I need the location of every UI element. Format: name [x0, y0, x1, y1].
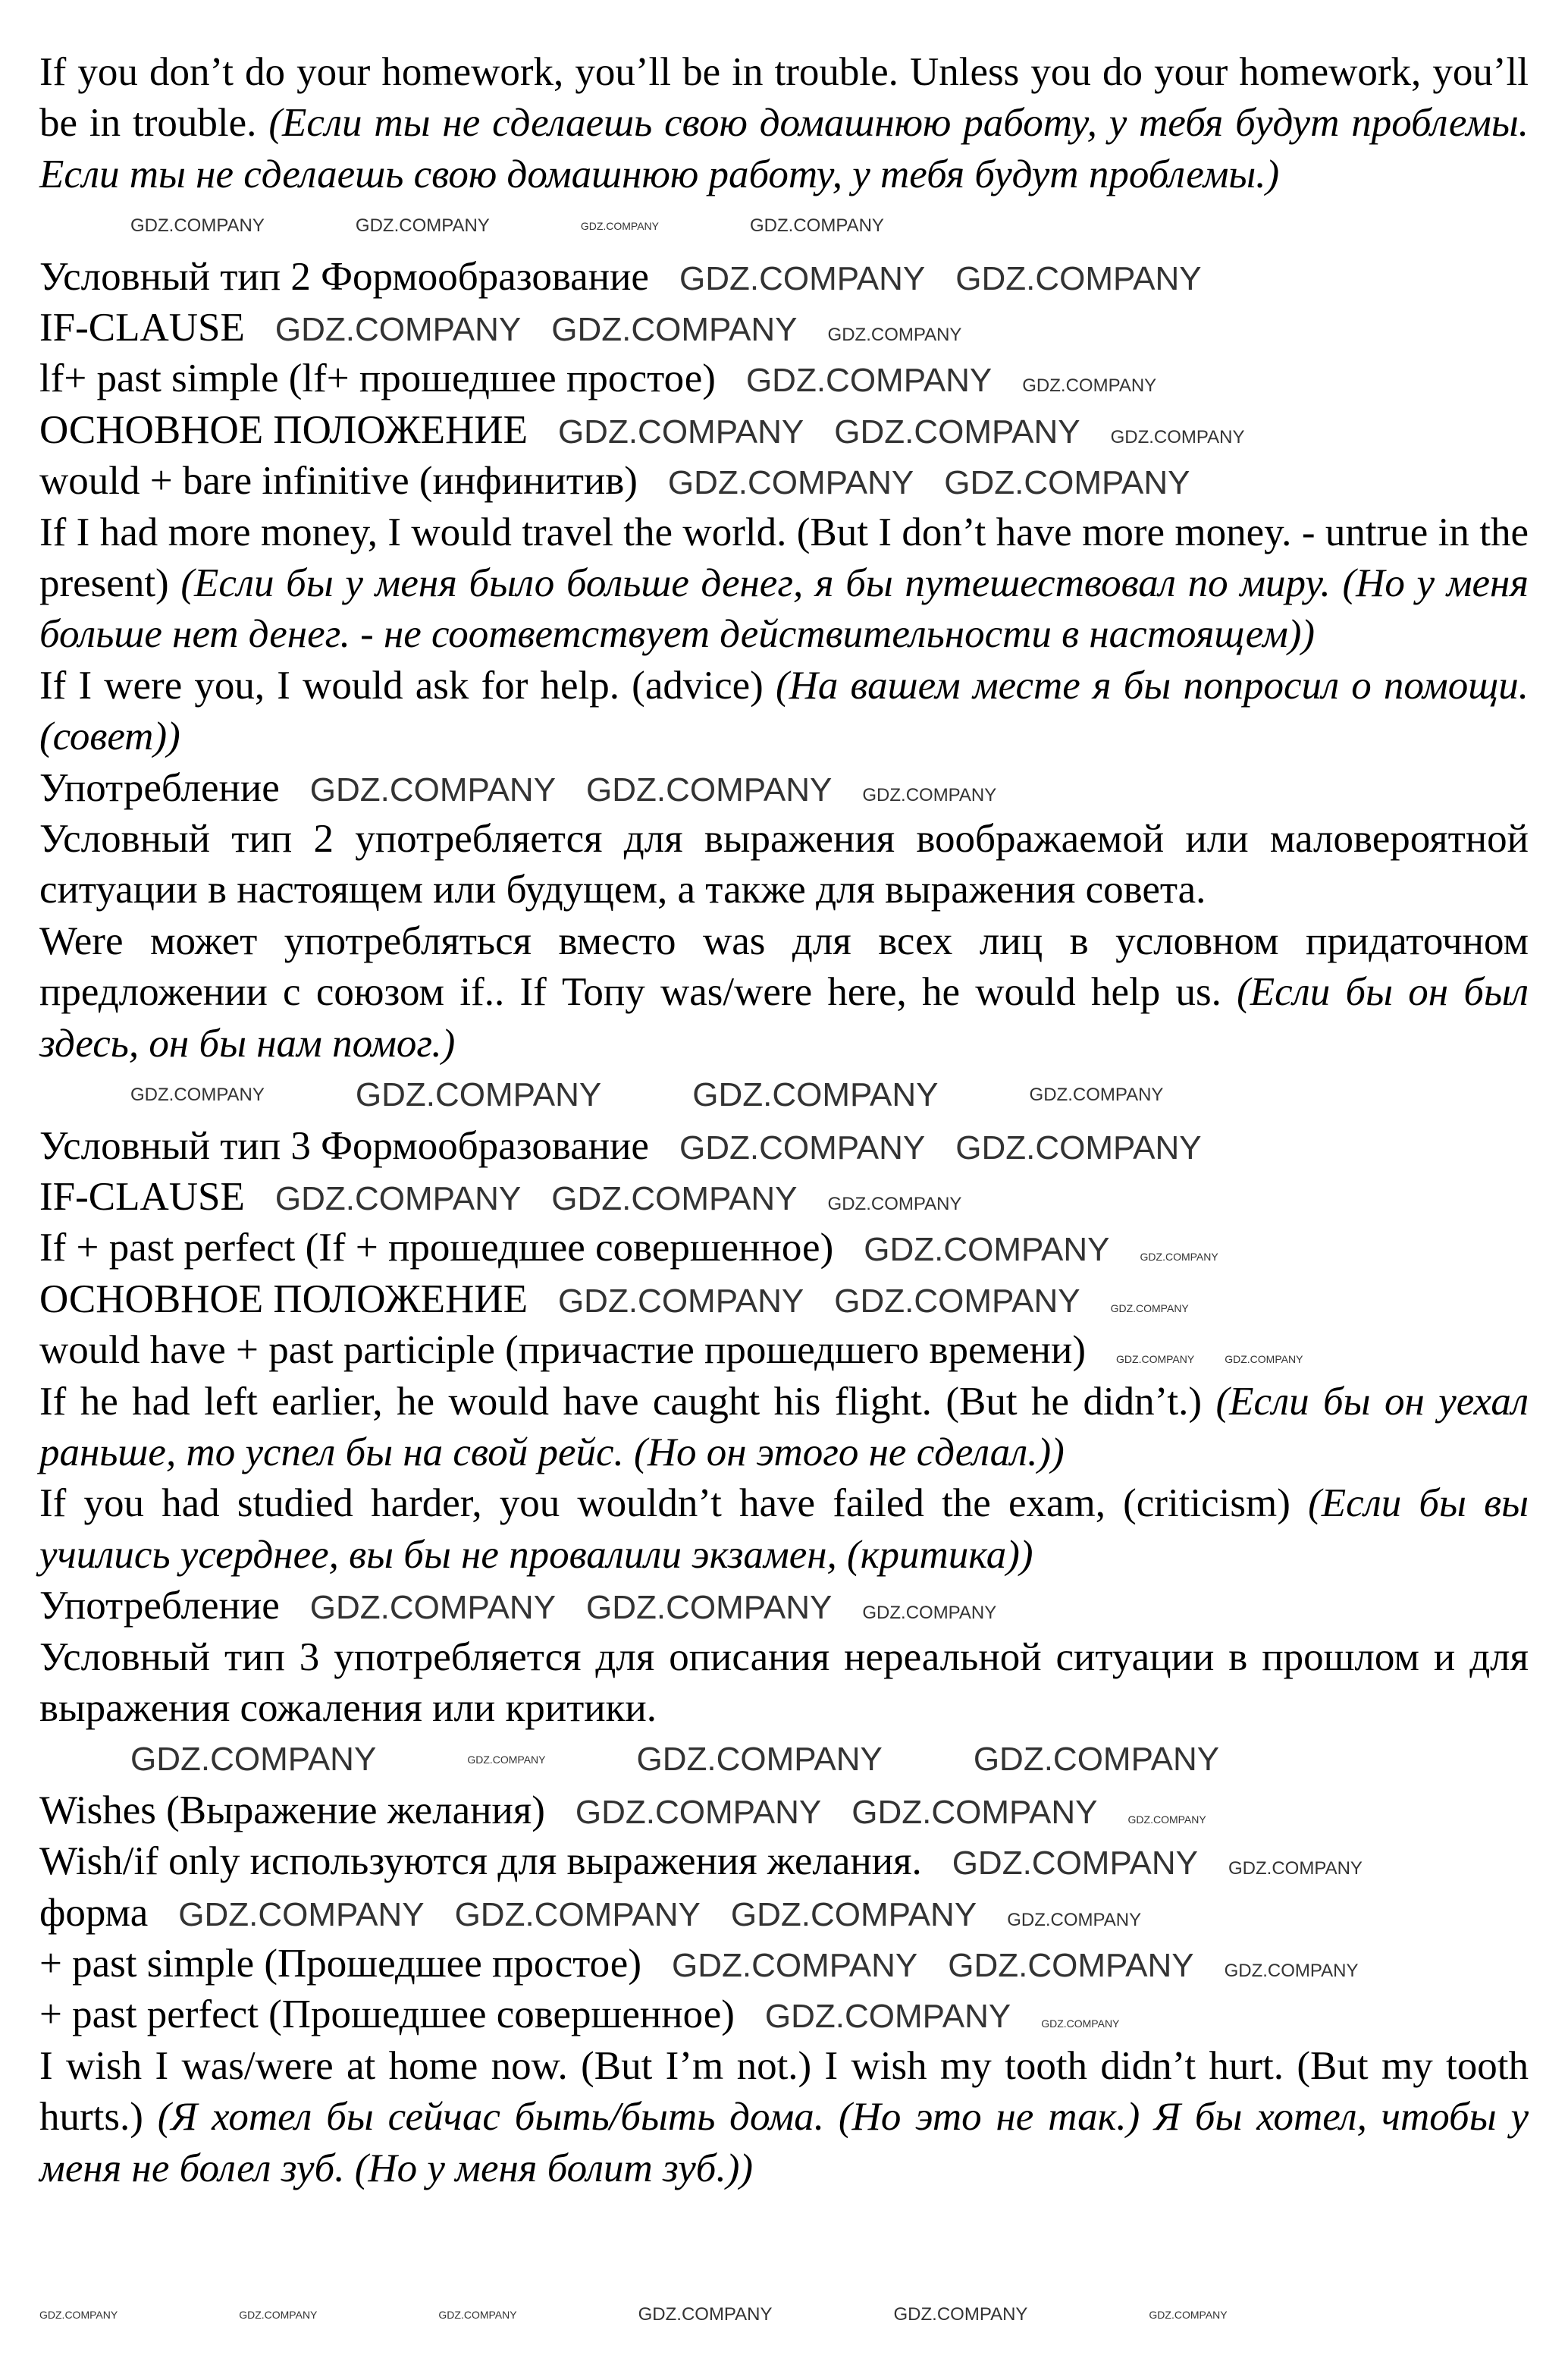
paragraph-text: If + past perfect (If + прошедшее совершенное) — [39, 1226, 834, 1270]
paragraph — [39, 353, 1529, 404]
translation-text: (Если бы вы учились усерднее, вы бы не провалили экзамен, (критика)) — [39, 1481, 1529, 1577]
paragraph-text: + past perfect (Прошедшее совершенное) — [39, 1992, 735, 2037]
paragraph-text: Условный тип 3 употребляется для описания нереальной ситуации в прошлом и для выражения сожаления или критики. — [39, 1634, 1529, 1730]
paragraph-text: ОСНОВНОЕ ПОЛОЖЕНИЕ — [39, 1276, 528, 1321]
watermark-text: GDZ.COMPANY — [764, 1998, 1011, 2036]
watermark-text: GDZ.COMPANY — [1110, 1301, 1189, 1314]
paragraph-text: Условный тип 2 употребляется для выражения воображаемой или маловероятной ситуации в настоящем или будущем, а также для выражения совета. — [39, 817, 1529, 912]
watermark-text: GDZ.COMPANY — [239, 2309, 318, 2321]
translation-text: (Я хотел бы сейчас быть/быть дома. (Но это не так.) Я бы хотел, чтобы у меня не болел зуб. (Но у меня болит зуб.)) — [39, 2095, 1529, 2190]
paragraph-text: If I were you, I would ask for help. (advice) — [39, 663, 776, 708]
paragraph-text: lf+ past simple (lf+ прошедшее простое) — [39, 356, 716, 401]
watermark-text: GDZ.COMPANY — [551, 311, 798, 349]
watermark-text: GDZ.COMPANY — [274, 311, 522, 349]
paragraph-text: Were может употребляться вместо was для всех лиц в условном придаточном предложении с союзом if.. If Топу was/were here, he would help us. — [39, 918, 1529, 1015]
watermark-text: GDZ.COMPANY — [862, 1603, 997, 1624]
paragraph — [39, 1836, 1529, 1887]
translation-text: (Если ты не сделаешь свою домашнюю работу, у тебя будут проблемы. Если ты не сделаешь свою домашнюю работу, у тебя будут проблемы.) — [39, 101, 1529, 196]
watermark-text: GDZ.COMPANY — [1022, 375, 1157, 397]
watermark-text: GDZ.COMPANY — [355, 215, 490, 236]
paragraph — [39, 303, 1529, 353]
paragraph-text: If you had studied harder, you wouldn’t have failed the exam, (criticism) — [39, 1481, 1309, 1526]
blank-line — [39, 200, 1529, 251]
document-body — [39, 47, 1529, 2194]
paragraph — [39, 405, 1529, 456]
paragraph — [39, 1888, 1529, 1939]
watermark-text: GDZ.COMPANY — [851, 1793, 1098, 1831]
watermark-text: GDZ.COMPANY — [893, 2304, 1028, 2325]
watermark-text: GDZ.COMPANY — [586, 1589, 833, 1627]
watermark-text: GDZ.COMPANY — [467, 1754, 546, 1766]
paragraph — [39, 1274, 1529, 1325]
paragraph-text: ОСНОВНОЕ ПОЛОЖЕНИЕ — [39, 407, 528, 452]
watermark-text: GDZ.COMPANY — [1127, 1813, 1206, 1826]
paragraph — [39, 661, 1529, 763]
paragraph-text: форма — [39, 1890, 149, 1935]
watermark-text: GDZ.COMPANY — [274, 1179, 522, 1217]
blank-line — [39, 1069, 1529, 1120]
watermark-text: GDZ.COMPANY — [827, 1193, 962, 1214]
paragraph — [39, 1223, 1529, 1273]
paragraph-text: If I had more money, I would travel the world. (But I don’t have more money. - untrue in the present) — [39, 510, 1529, 606]
paragraph — [39, 1989, 1529, 2040]
watermark-text: GDZ.COMPANY — [1149, 2309, 1228, 2321]
watermark-text: GDZ.COMPANY — [679, 259, 926, 297]
watermark-text: GDZ.COMPANY — [955, 1129, 1202, 1166]
watermark-text: GDZ.COMPANY — [557, 1282, 804, 1320]
watermark-text: GDZ.COMPANY — [309, 771, 557, 809]
watermark-text: GDZ.COMPANY — [1224, 1960, 1359, 1981]
paragraph — [39, 814, 1529, 916]
paragraph — [39, 252, 1529, 303]
watermark-text: GDZ.COMPANY — [1228, 1858, 1363, 1879]
watermark-text: GDZ.COMPANY — [1140, 1251, 1218, 1264]
blank-line — [39, 1734, 1529, 1785]
watermark-text: GDZ.COMPANY — [551, 1179, 798, 1217]
paragraph — [39, 2041, 1529, 2194]
paragraph-text: IF-CLAUSE — [39, 306, 245, 350]
watermark-text: GDZ.COMPANY — [862, 784, 997, 805]
watermark-text: GDZ.COMPANY — [834, 1282, 1080, 1320]
watermark-text: GDZ.COMPANY — [1007, 1909, 1142, 1930]
watermark-text: GDZ.COMPANY — [130, 215, 265, 236]
paragraph-text: Условный тип 2 Формообразование — [39, 254, 649, 299]
paragraph-text: Употребление — [39, 1584, 280, 1628]
watermark-text: GDZ.COMPANY — [667, 464, 914, 502]
watermark-text: GDZ.COMPANY — [834, 413, 1080, 451]
watermark-text: GDZ.COMPANY — [575, 1793, 822, 1831]
watermark-text: GDZ.COMPANY — [1029, 1084, 1164, 1105]
translation-text: (Если бы он был здесь, он бы нам помог.) — [39, 970, 1529, 1066]
paragraph-text: If you don’t do your homework, you’ll be in trouble. Unless you do your homework, you’ll be in trouble. — [39, 50, 1529, 146]
paragraph-text: IF-CLAUSE — [39, 1174, 245, 1219]
paragraph — [39, 1377, 1529, 1479]
paragraph-text: Wishes (Выражение желания) — [39, 1788, 545, 1832]
paragraph-text: would + bare infinitive (инфинитив) — [39, 459, 638, 504]
paragraph — [39, 1785, 1529, 1836]
watermark-text: GDZ.COMPANY — [679, 1129, 926, 1166]
watermark-text: GDZ.COMPANY — [955, 259, 1202, 297]
paragraph-text: Употребление — [39, 765, 280, 810]
watermark-text: GDZ.COMPANY — [580, 219, 660, 232]
watermark-text: GDZ.COMPANY — [638, 2304, 773, 2325]
paragraph — [39, 1325, 1529, 1376]
watermark-text: GDZ.COMPANY — [745, 362, 993, 400]
paragraph — [39, 1939, 1529, 1989]
watermark-text: GDZ.COMPANY — [454, 1895, 701, 1933]
watermark-text: GDZ.COMPANY — [692, 1075, 939, 1113]
watermark-text: GDZ.COMPANY — [130, 1084, 265, 1105]
paragraph-text: I wish I was/were at home now. (But I’m not.) I wish my tooth didn’t hurt. (But my tooth hurts.) — [39, 2043, 1529, 2140]
paragraph — [39, 47, 1529, 200]
paragraph — [39, 1121, 1529, 1172]
watermark-text: GDZ.COMPANY — [827, 325, 962, 346]
paragraph — [39, 1632, 1529, 1735]
watermark-text: GDZ.COMPANY — [1225, 1353, 1303, 1366]
paragraph — [39, 1478, 1529, 1581]
watermark-text: GDZ.COMPANY — [864, 1231, 1110, 1269]
watermark-text: GDZ.COMPANY — [178, 1895, 425, 1933]
paragraph-text: would have + past participle (причастие прошедшего времени) — [39, 1328, 1087, 1373]
paragraph-text: Wish/if only используются для выражения желания. — [39, 1839, 922, 1884]
translation-text: (Если бы он уехал раньше, то успел бы на свой рейс. (Но он этого не сделал.)) — [39, 1379, 1529, 1474]
watermark-text: GDZ.COMPANY — [948, 1946, 1194, 1984]
watermark-text: GDZ.COMPANY — [1041, 2017, 1120, 2030]
paragraph — [39, 1172, 1529, 1223]
watermark-text: GDZ.COMPANY — [1110, 426, 1245, 447]
watermark-text: GDZ.COMPANY — [730, 1895, 977, 1933]
watermark-text: GDZ.COMPANY — [952, 1845, 1199, 1882]
paragraph — [39, 1581, 1529, 1631]
paragraph-text: Условный тип 3 Формообразование — [39, 1123, 649, 1168]
watermark-text: GDZ.COMPANY — [944, 464, 1190, 502]
footer-watermarks — [39, 2306, 1529, 2324]
paragraph — [39, 507, 1529, 661]
paragraph — [39, 916, 1529, 1069]
watermark-text: GDZ.COMPANY — [750, 215, 884, 236]
watermark-text: GDZ.COMPANY — [557, 413, 804, 451]
paragraph-text: + past simple (Прошедшее простое) — [39, 1941, 641, 1986]
paragraph-text: If he had left earlier, he would have caught his flight. (But he didn’t.) — [39, 1379, 1216, 1424]
watermark-text: GDZ.COMPANY — [438, 2309, 517, 2321]
watermark-text: GDZ.COMPANY — [636, 1741, 883, 1779]
translation-text: (На вашем месте я бы попросил о помощи. (совет)) — [39, 663, 1529, 759]
watermark-text: GDZ.COMPANY — [1116, 1353, 1195, 1366]
watermark-text: GDZ.COMPANY — [355, 1075, 602, 1113]
watermark-text: GDZ.COMPANY — [586, 771, 833, 809]
watermark-text: GDZ.COMPANY — [130, 1741, 377, 1779]
watermark-text: GDZ.COMPANY — [39, 2309, 118, 2321]
watermark-text: GDZ.COMPANY — [309, 1589, 557, 1627]
watermark-text: GDZ.COMPANY — [671, 1946, 918, 1984]
paragraph — [39, 763, 1529, 814]
translation-text: (Если бы у меня было больше денег, я бы путешествовал по миру. (Но у меня больше нет денег. - не соответствует действительности в настоящем)) — [39, 561, 1529, 657]
watermark-text: GDZ.COMPANY — [973, 1741, 1220, 1779]
paragraph — [39, 456, 1529, 507]
